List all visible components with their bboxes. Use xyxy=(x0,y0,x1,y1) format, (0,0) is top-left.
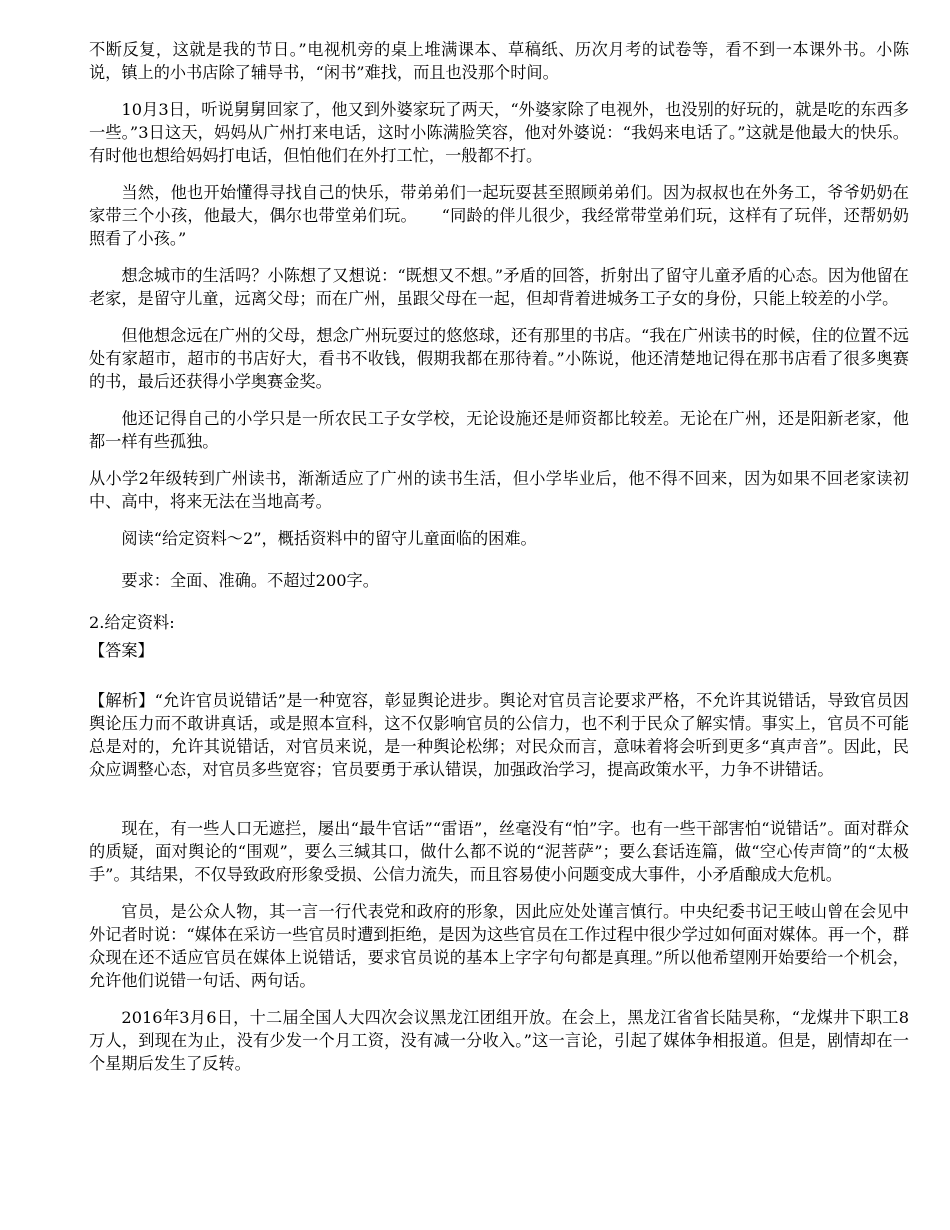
paragraph-missing-parents: 但他想念远在广州的父母，想念广州玩耍过的悠悠球，还有那里的书店。“我在广州读书的时候，住的位置不远处有家超市，超市的书店好大，看书不收钱，假期我都在那待着。”小陈说，他还清楚地记得在那书店看了很多奥赛的书，最后还获得小学奥赛金奖。 xyxy=(89,326,909,391)
document-page xyxy=(89,38,909,1075)
paragraph-oct-3: 10月3日，听说舅舅回家了，他又到外婆家玩了两天，“外婆家除了电视外，也没别的好玩的，就是吃的东西多一些。”3日这天，妈妈从广州打来电话，这时小陈满脸笑容，他对外婆说：“我妈来电话了。”这就是他最大的快乐。有时他也想给妈妈打电话，但怕他们在外打工忙，一般都不打。 xyxy=(89,100,909,165)
paragraph-officials-speech: 现在，有一些人口无遮拦，屡出“最牛官话”“雷语”，丝毫没有“怕”字。也有一些干部害怕“说错话”。面对群众的质疑，面对舆论的“围观”，要么三缄其口，做什么都不说的“泥菩萨”；要么套话连篇，做“空心传声筒”的“太极手”。其结果，不仅导致政府形象受损、公信力流失，而且容易使小问题变成大事件，小矛盾酿成大危机。 xyxy=(89,819,909,884)
paragraph-continuation: 不断反复，这就是我的节日。”电视机旁的桌上堆满课本、草稿纸、历次月考的试卷等，看不到一本课外书。小陈说，镇上的小书店除了辅导书，“闲书”难找，而且也没那个时间。 xyxy=(89,40,909,82)
question-requirement: 要求：全面、准确。不超过200字。 xyxy=(121,571,379,590)
analysis-paragraph: 【解析】“允许官员说错话”是一种宽容，彰显舆论进步。舆论对官员言论要求严格，不允许其说错话，导致官员因舆论压力而不敢讲真话，或是照本宣科，这不仅影响官员的公信力，也不利于民众了解实情。事实上，官员不可能总是对的，允许其说错话，对官员来说，是一种舆论松绑；对民众而言，意味着将会听到更多“真声音”。因此，民众应调整心态，对官员多些宽容；官员要勇于承认错误，加强政治学习，提高政策水平，力争不讲错话。 xyxy=(89,691,909,779)
answer-label: 【答案】 xyxy=(89,641,154,660)
paragraph-transfer: 从小学2年级转到广州读书，渐渐适应了广州的读书生活，但小学毕业后，他不得不回来，因为如果不回老家读初中、高中，将来无法在当地高考。 xyxy=(89,469,909,511)
paragraph-own-happiness: 当然，他也开始懂得寻找自己的快乐，带弟弟们一起玩耍甚至照顾弟弟们。因为叔叔也在外务工，爷爷奶奶在家带三个小孩，他最大，偶尔也带堂弟们玩。 “同龄的伴儿很少，我经常带堂弟们玩，这样有了玩伴，还帮奶奶照看了小孩。” xyxy=(89,183,909,248)
paragraph-primary-school: 他还记得自己的小学只是一所农民工子女学校，无论设施还是师资都比较差。无论在广州，还是阳新老家，他都一样有些孤独。 xyxy=(89,409,909,451)
paragraph-heilongjiang: 2016年3月6日，十二届全国人大四次会议黑龙江团组开放。在会上，黑龙江省省长陆昊称，“龙煤井下职工8万人，到现在为止，没有少发一个月工资，没有减一分收入。”这一言论，引起了媒体争相报道。但是，剧情却在一个星期后发生了反转。 xyxy=(89,1008,909,1073)
paragraph-city-life: 想念城市的生活吗？小陈想了又想说：“既想又不想。”矛盾的回答，折射出了留守儿童矛盾的心态。因为他留在老家，是留守儿童，远离父母；而在广州，虽跟父母在一起，但却背着进城务工子女的身份，只能上较差的小学。 xyxy=(89,266,909,308)
section-heading-given-materials: 2.给定资料: xyxy=(89,613,175,632)
paragraph-public-figures: 官员，是公众人物，其一言一行代表党和政府的形象，因此应处处谨言慎行。中央纪委书记王岐山曾在会见中外记者时说：“媒体在采访一些官员时遭到拒绝，是因为这些官员在工作过程中很少学过如何面对媒体。再一个，群众现在还不适应官员在媒体上说错话，要求官员说的基本上字字句句都是真理。”所以他希望刚开始要给一个机会，允许他们说错一句话、两句话。 xyxy=(89,902,909,990)
question-prompt: 阅读“给定资料～2”，概括资料中的留守儿童面临的困难。 xyxy=(121,529,537,548)
